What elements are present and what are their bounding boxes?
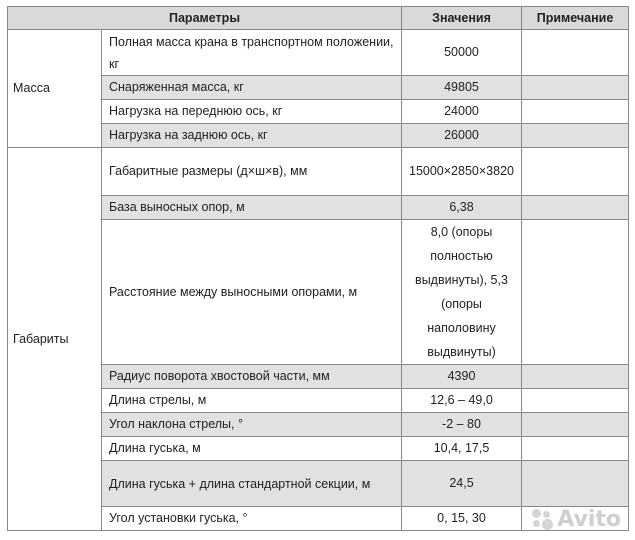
value-cell: 0, 15, 30 [402,507,522,531]
param-cell: Длина стрелы, м [102,389,402,413]
table-row [8,461,629,507]
table-row [8,100,629,124]
param-cell: Снаряженная масса, кг [102,76,402,100]
value-cell: 24,5 [402,461,522,507]
table-row [8,148,629,196]
table-row [8,365,629,389]
note-cell [522,437,629,461]
param-cell: База выносных опор, м [102,196,402,220]
value-cell: 8,0 (опоры полностью выдвинуты), 5,3 (опоры наполовину выдвинуты) [402,220,522,365]
note-cell [522,365,629,389]
avito-watermark [532,507,621,532]
table-row [8,413,629,437]
table-row [8,389,629,413]
watermark-text: Avito [557,507,621,532]
value-cell: 49805 [402,76,522,100]
param-cell: Полная масса крана в транспортном положении, кг [102,30,402,76]
value-cell: 6,38 [402,196,522,220]
table-row [8,124,629,148]
table-row [8,76,629,100]
value-cell: 26000 [402,124,522,148]
table-row [8,30,629,76]
note-cell [522,76,629,100]
note-cell [522,30,629,76]
value-cell: 50000 [402,30,522,76]
param-cell: Радиус поворота хвостовой части, мм [102,365,402,389]
note-cell [522,124,629,148]
value-cell: 10,4, 17,5 [402,437,522,461]
group-dims: Габариты [8,148,102,531]
table-row [8,196,629,220]
value-cell: -2 – 80 [402,413,522,437]
param-cell: Длина гуська, м [102,437,402,461]
table-row [8,437,629,461]
note-cell [522,413,629,437]
value-cell: 12,6 – 49,0 [402,389,522,413]
note-cell [522,220,629,365]
note-cell [522,196,629,220]
value-cell: 15000×2850×3820 [402,148,522,196]
param-cell: Габаритные размеры (д×ш×в), мм [102,148,402,196]
header-value: Значения [402,7,522,30]
note-cell [522,389,629,413]
param-cell: Угол наклона стрелы, ° [102,413,402,437]
param-cell: Расстояние между выносными опорами, м [102,220,402,365]
param-cell: Нагрузка на переднюю ось, кг [102,100,402,124]
specs-table [7,6,629,531]
param-cell: Длина гуська + длина стандартной секции, м [102,461,402,507]
header-param: Параметры [8,7,402,30]
group-mass: Масса [8,30,102,148]
param-cell: Угол установки гуська, ° [102,507,402,531]
value-cell: 4390 [402,365,522,389]
avito-logo-icon [532,509,554,531]
table-header-row [8,7,629,30]
note-cell [522,100,629,124]
header-note: Примечание [522,7,629,30]
note-cell [522,461,629,507]
table-row [8,220,629,365]
note-cell [522,148,629,196]
param-cell: Нагрузка на заднюю ось, кг [102,124,402,148]
value-cell: 24000 [402,100,522,124]
